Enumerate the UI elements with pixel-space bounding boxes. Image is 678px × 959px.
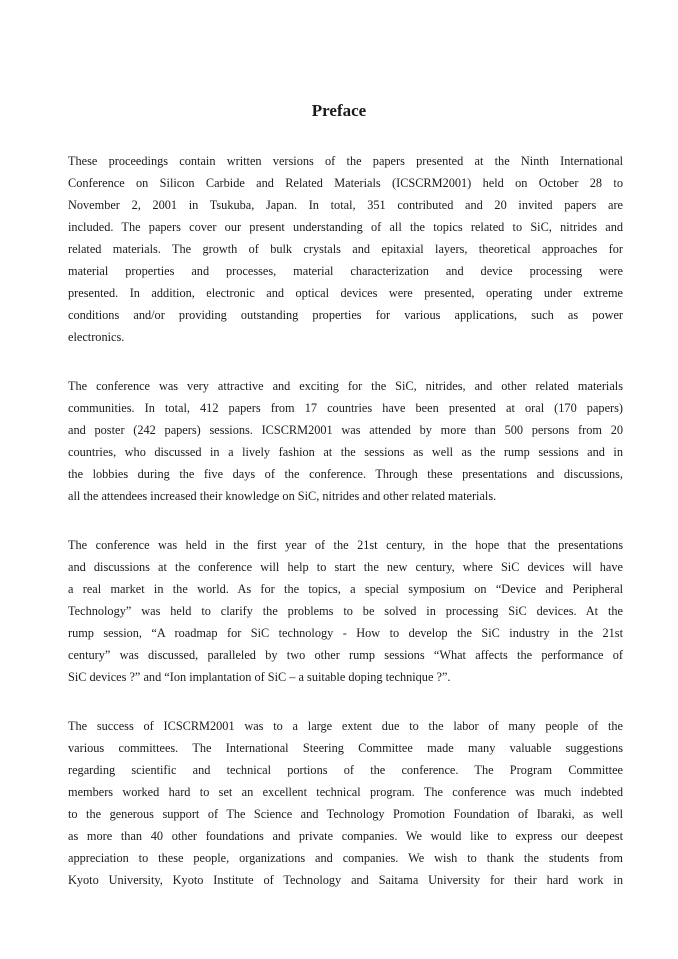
paragraph (68, 534, 623, 688)
text-line: various committees. The International Steering Committee made many valuable suggestions (68, 741, 623, 755)
text-line: and poster (242 papers) sessions. ICSCRM2001 was attended by more than 500 persons from 20 (68, 423, 623, 437)
text-line: conditions and/or providing outstanding properties for various applications, such as power (68, 308, 623, 322)
text-line: and discussions at the conference will help to start the new century, where SiC devices will have (68, 560, 623, 574)
text-line: related materials. The growth of bulk crystals and epitaxial layers, theoretical approaches for (68, 242, 623, 256)
page-title: Preface (311, 101, 367, 120)
text-line: These proceedings contain written versions of the papers presented at the Ninth International (68, 154, 623, 168)
text-line: The success of ICSCRM2001 was to a large extent due to the labor of many people of the (68, 719, 623, 733)
text-line: Technology” was held to clarify the problems to be solved in processing SiC devices. At the (68, 604, 623, 618)
text-line: material properties and processes, material characterization and device processing were (68, 264, 623, 278)
text-line: included. The papers cover our present understanding of all the topics related to SiC, nitrides and (68, 220, 623, 234)
text-line: century” was discussed, paralleled by two other rump sessions “What affects the performance of (68, 648, 623, 662)
text-line: as more than 40 other foundations and private companies. We would like to express our deepest (68, 829, 623, 843)
text-line: a real market in the world. As for the topics, a special symposium on “Device and Peripheral (68, 582, 623, 596)
text-line: the lobbies during the five days of the conference. Through these presentations and discussions, (68, 467, 623, 481)
paragraph (68, 375, 623, 507)
text-line: The conference was very attractive and exciting for the SiC, nitrides, and other related materials (68, 379, 623, 393)
paragraph (68, 150, 623, 348)
text-line: presented. In addition, electronic and optical devices were presented, operating under extreme (68, 286, 623, 300)
text-line: rump session, “A roadmap for SiC technology - How to develop the SiC industry in the 21st (68, 626, 623, 640)
text-line: Kyoto University, Kyoto Institute of Technology and Saitama University for their hard work in (68, 873, 623, 887)
text-line: electronics. (68, 330, 125, 344)
text-line: all the attendees increased their knowledge on SiC, nitrides and other related materials. (68, 489, 497, 503)
text-line: SiC devices ?” and “Ion implantation of SiC – a suitable doping technique ?”. (68, 670, 451, 684)
preface-body (68, 150, 623, 918)
text-line: communities. In total, 412 papers from 17 countries have been presented at oral (170 papers) (68, 401, 623, 415)
text-line: countries, who discussed in a lively fashion at the sessions as well as the rump sessions and in (68, 445, 623, 459)
text-line: Conference on Silicon Carbide and Related Materials (ICSCRM2001) held on October 28 to (68, 176, 623, 190)
text-line: The conference was held in the first year of the 21st century, in the hope that the presentations (68, 538, 623, 552)
text-line: November 2, 2001 in Tsukuba, Japan. In total, 351 contributed and 20 invited papers are (68, 198, 623, 212)
text-line: members worked hard to set an excellent technical program. The conference was much indebted (68, 785, 623, 799)
text-line: to the generous support of The Science and Technology Promotion Foundation of Ibaraki, as well (68, 807, 623, 821)
text-line: regarding scientific and technical portions of the conference. The Program Committee (68, 763, 623, 777)
paragraph (68, 715, 623, 891)
text-line: appreciation to these people, organizations and companies. We wish to thank the students from (68, 851, 623, 865)
